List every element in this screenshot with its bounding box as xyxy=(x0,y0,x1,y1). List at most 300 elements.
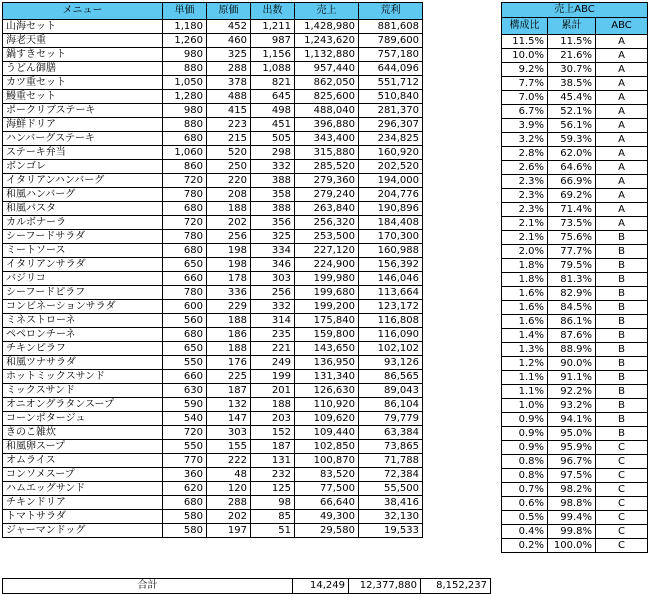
rank-cell: A xyxy=(596,147,648,161)
qty-cell: 314 xyxy=(251,314,295,328)
menu-cell: ホットミックスサンド xyxy=(3,370,163,384)
cost-cell: 250 xyxy=(207,160,251,174)
profit-cell: 194,000 xyxy=(359,174,423,188)
ratio-cell: 3.9% xyxy=(502,119,548,133)
header-cost: 原価 xyxy=(207,3,251,20)
sales-cell: 175,840 xyxy=(295,314,359,328)
sales-cell: 825,600 xyxy=(295,90,359,104)
menu-cell: ハムエッグサンド xyxy=(3,482,163,496)
qty-cell: 987 xyxy=(251,34,295,48)
sales-cell: 131,340 xyxy=(295,370,359,384)
cumulative-cell: 84.5% xyxy=(548,301,596,315)
abc-row xyxy=(502,105,648,119)
qty-cell: 332 xyxy=(251,160,295,174)
profit-cell: 79,779 xyxy=(359,412,423,426)
abc-row xyxy=(502,343,648,357)
total-label: 合計 xyxy=(3,579,293,594)
ratio-cell: 2.3% xyxy=(502,189,548,203)
ratio-cell: 0.7% xyxy=(502,483,548,497)
qty-cell: 388 xyxy=(251,174,295,188)
profit-cell: 86,104 xyxy=(359,398,423,412)
cumulative-cell: 88.9% xyxy=(548,343,596,357)
abc-row xyxy=(502,133,648,147)
menu-cell: ステーキ弁当 xyxy=(3,146,163,160)
price-cell: 660 xyxy=(163,370,207,384)
rank-cell: A xyxy=(596,77,648,91)
cumulative-cell: 95.0% xyxy=(548,427,596,441)
table-row xyxy=(3,314,423,328)
ratio-cell: 0.9% xyxy=(502,441,548,455)
sales-cell: 396,880 xyxy=(295,118,359,132)
profit-cell: 93,126 xyxy=(359,356,423,370)
ratio-cell: 2.0% xyxy=(502,245,548,259)
menu-cell: 和風ツナサラダ xyxy=(3,356,163,370)
abc-row xyxy=(502,77,648,91)
sales-cell: 143,650 xyxy=(295,342,359,356)
table-row xyxy=(3,20,423,34)
ratio-cell: 1.8% xyxy=(502,259,548,273)
qty-cell: 201 xyxy=(251,384,295,398)
menu-cell: トマトサラダ xyxy=(3,510,163,524)
abc-row xyxy=(502,455,648,469)
price-cell: 560 xyxy=(163,314,207,328)
header-ratio: 構成比 xyxy=(502,18,548,35)
abc-row xyxy=(502,273,648,287)
table-row xyxy=(3,426,423,440)
rank-cell: C xyxy=(596,525,648,539)
sales-cell: 100,870 xyxy=(295,454,359,468)
table-row xyxy=(3,258,423,272)
rank-cell: A xyxy=(596,63,648,77)
cumulative-cell: 45.4% xyxy=(548,91,596,105)
profit-cell: 881,608 xyxy=(359,20,423,34)
rank-cell: A xyxy=(596,119,648,133)
total-row xyxy=(3,579,491,594)
header-cumulative: 累計 xyxy=(548,18,596,35)
rank-cell: A xyxy=(596,133,648,147)
qty-cell: 187 xyxy=(251,440,295,454)
price-cell: 1,180 xyxy=(163,20,207,34)
sales-cell: 110,920 xyxy=(295,398,359,412)
price-cell: 1,050 xyxy=(163,76,207,90)
cumulative-cell: 94.1% xyxy=(548,413,596,427)
menu-cell: 和風ハンバーグ xyxy=(3,188,163,202)
header-profit: 荒利 xyxy=(359,3,423,20)
menu-cell: シーフードピラフ xyxy=(3,286,163,300)
ratio-cell: 2.6% xyxy=(502,161,548,175)
menu-cell: シーフードサラダ xyxy=(3,230,163,244)
rank-cell: B xyxy=(596,259,648,273)
sales-cell: 315,880 xyxy=(295,146,359,160)
profit-cell: 73,865 xyxy=(359,440,423,454)
table-row xyxy=(3,48,423,62)
header-sales: 売上 xyxy=(295,3,359,20)
profit-cell: 789,600 xyxy=(359,34,423,48)
abc-row xyxy=(502,91,648,105)
sales-cell: 263,840 xyxy=(295,202,359,216)
profit-cell: 116,808 xyxy=(359,314,423,328)
abc-row xyxy=(502,175,648,189)
cumulative-cell: 77.7% xyxy=(548,245,596,259)
abc-group-title: 売上ABC xyxy=(502,3,648,18)
ratio-cell: 9.2% xyxy=(502,63,548,77)
cost-cell: 120 xyxy=(207,482,251,496)
profit-cell: 55,500 xyxy=(359,482,423,496)
price-cell: 720 xyxy=(163,174,207,188)
abc-row xyxy=(502,49,648,63)
qty-cell: 645 xyxy=(251,90,295,104)
abc-table xyxy=(501,2,648,553)
cost-cell: 225 xyxy=(207,370,251,384)
profit-cell: 63,384 xyxy=(359,426,423,440)
sales-cell: 279,360 xyxy=(295,174,359,188)
rank-cell: C xyxy=(596,511,648,525)
cumulative-cell: 95.9% xyxy=(548,441,596,455)
abc-group-header-row xyxy=(502,3,648,18)
menu-cell: ボンゴレ xyxy=(3,160,163,174)
cumulative-cell: 99.8% xyxy=(548,525,596,539)
abc-table-body xyxy=(502,35,648,553)
cumulative-cell: 59.3% xyxy=(548,133,596,147)
cost-cell: 220 xyxy=(207,174,251,188)
price-cell: 980 xyxy=(163,104,207,118)
price-cell: 650 xyxy=(163,258,207,272)
sales-cell: 49,300 xyxy=(295,510,359,524)
price-cell: 1,280 xyxy=(163,90,207,104)
profit-cell: 757,180 xyxy=(359,48,423,62)
ratio-cell: 6.7% xyxy=(502,105,548,119)
menu-cell: 山海セット xyxy=(3,20,163,34)
table-row xyxy=(3,328,423,342)
qty-cell: 332 xyxy=(251,300,295,314)
abc-row xyxy=(502,245,648,259)
price-cell: 680 xyxy=(163,496,207,510)
cost-cell: 187 xyxy=(207,384,251,398)
profit-cell: 281,370 xyxy=(359,104,423,118)
menu-cell: ポークリブステーキ xyxy=(3,104,163,118)
abc-row xyxy=(502,315,648,329)
cost-cell: 197 xyxy=(207,524,251,538)
abc-row xyxy=(502,371,648,385)
table-row xyxy=(3,482,423,496)
qty-cell: 505 xyxy=(251,132,295,146)
price-cell: 650 xyxy=(163,342,207,356)
qty-cell: 235 xyxy=(251,328,295,342)
price-cell: 630 xyxy=(163,384,207,398)
table-row xyxy=(3,146,423,160)
table-row xyxy=(3,496,423,510)
ratio-cell: 0.6% xyxy=(502,497,548,511)
table-row xyxy=(3,62,423,76)
abc-row xyxy=(502,413,648,427)
sales-cell: 862,050 xyxy=(295,76,359,90)
table-row xyxy=(3,412,423,426)
sales-cell: 1,243,620 xyxy=(295,34,359,48)
abc-row xyxy=(502,301,648,315)
profit-cell: 160,920 xyxy=(359,146,423,160)
qty-cell: 1,088 xyxy=(251,62,295,76)
profit-cell: 32,130 xyxy=(359,510,423,524)
cumulative-cell: 82.9% xyxy=(548,287,596,301)
profit-cell: 551,712 xyxy=(359,76,423,90)
table-row xyxy=(3,398,423,412)
rank-cell: A xyxy=(596,217,648,231)
cumulative-cell: 90.0% xyxy=(548,357,596,371)
abc-row xyxy=(502,469,648,483)
cost-cell: 256 xyxy=(207,230,251,244)
menu-cell: 海鮮ドリア xyxy=(3,118,163,132)
menu-cell: うどん御膳 xyxy=(3,62,163,76)
rank-cell: C xyxy=(596,483,648,497)
qty-cell: 131 xyxy=(251,454,295,468)
price-cell: 660 xyxy=(163,272,207,286)
price-cell: 720 xyxy=(163,426,207,440)
menu-cell: 和風パスタ xyxy=(3,202,163,216)
rank-cell: B xyxy=(596,343,648,357)
cumulative-cell: 97.5% xyxy=(548,469,596,483)
cumulative-cell: 92.2% xyxy=(548,385,596,399)
menu-cell: カツ重セット xyxy=(3,76,163,90)
cumulative-cell: 73.5% xyxy=(548,217,596,231)
menu-cell: イタリアンサラダ xyxy=(3,258,163,272)
profit-cell: 234,825 xyxy=(359,132,423,146)
rank-cell: B xyxy=(596,273,648,287)
sales-cell: 199,980 xyxy=(295,272,359,286)
profit-cell: 644,096 xyxy=(359,62,423,76)
menu-cell: カルボナーラ xyxy=(3,216,163,230)
cumulative-cell: 91.1% xyxy=(548,371,596,385)
table-row xyxy=(3,286,423,300)
ratio-cell: 2.8% xyxy=(502,147,548,161)
ratio-cell: 1.4% xyxy=(502,329,548,343)
price-cell: 550 xyxy=(163,356,207,370)
menu-cell: きのこ雑炊 xyxy=(3,426,163,440)
rank-cell: B xyxy=(596,245,648,259)
qty-cell: 1,211 xyxy=(251,20,295,34)
qty-cell: 98 xyxy=(251,496,295,510)
profit-cell: 102,102 xyxy=(359,342,423,356)
ratio-cell: 7.0% xyxy=(502,91,548,105)
cumulative-cell: 52.1% xyxy=(548,105,596,119)
sales-table-header-row xyxy=(3,3,423,20)
menu-cell: ミネストローネ xyxy=(3,314,163,328)
profit-cell: 38,416 xyxy=(359,496,423,510)
qty-cell: 298 xyxy=(251,146,295,160)
profit-cell: 510,840 xyxy=(359,90,423,104)
price-cell: 770 xyxy=(163,454,207,468)
rank-cell: A xyxy=(596,49,648,63)
menu-cell: ペペロンチーネ xyxy=(3,328,163,342)
cumulative-cell: 98.8% xyxy=(548,497,596,511)
rank-cell: C xyxy=(596,539,648,553)
qty-cell: 356 xyxy=(251,216,295,230)
menu-cell: コンビネーションサラダ xyxy=(3,300,163,314)
rank-cell: B xyxy=(596,287,648,301)
table-row xyxy=(3,510,423,524)
ratio-cell: 1.1% xyxy=(502,371,548,385)
profit-cell: 202,520 xyxy=(359,160,423,174)
cost-cell: 303 xyxy=(207,426,251,440)
sales-table-body xyxy=(3,20,423,538)
ratio-cell: 1.6% xyxy=(502,301,548,315)
cumulative-cell: 64.6% xyxy=(548,161,596,175)
abc-row xyxy=(502,483,648,497)
ratio-cell: 2.1% xyxy=(502,217,548,231)
cost-cell: 198 xyxy=(207,244,251,258)
profit-cell: 204,776 xyxy=(359,188,423,202)
menu-cell: ハンバーグステーキ xyxy=(3,132,163,146)
profit-cell: 86,565 xyxy=(359,370,423,384)
cost-cell: 229 xyxy=(207,300,251,314)
rank-cell: B xyxy=(596,371,648,385)
ratio-cell: 0.9% xyxy=(502,427,548,441)
qty-cell: 256 xyxy=(251,286,295,300)
abc-row xyxy=(502,161,648,175)
cost-cell: 176 xyxy=(207,356,251,370)
menu-cell: イタリアンハンバーグ xyxy=(3,174,163,188)
abc-row xyxy=(502,385,648,399)
cumulative-cell: 96.7% xyxy=(548,455,596,469)
rank-cell: A xyxy=(596,91,648,105)
menu-cell: 鰻重セット xyxy=(3,90,163,104)
qty-cell: 388 xyxy=(251,202,295,216)
cost-cell: 188 xyxy=(207,342,251,356)
ratio-cell: 7.7% xyxy=(502,77,548,91)
qty-cell: 1,156 xyxy=(251,48,295,62)
price-cell: 720 xyxy=(163,216,207,230)
menu-cell: ミートソース xyxy=(3,244,163,258)
sales-cell: 285,520 xyxy=(295,160,359,174)
price-cell: 680 xyxy=(163,202,207,216)
cost-cell: 178 xyxy=(207,272,251,286)
profit-cell: 296,307 xyxy=(359,118,423,132)
rank-cell: A xyxy=(596,203,648,217)
profit-cell: 89,043 xyxy=(359,384,423,398)
cumulative-cell: 93.2% xyxy=(548,399,596,413)
abc-row xyxy=(502,511,648,525)
qty-cell: 232 xyxy=(251,468,295,482)
header-qty: 出数 xyxy=(251,3,295,20)
price-cell: 360 xyxy=(163,468,207,482)
qty-cell: 334 xyxy=(251,244,295,258)
total-table xyxy=(2,578,491,594)
sales-cell: 957,440 xyxy=(295,62,359,76)
sales-cell: 102,850 xyxy=(295,440,359,454)
qty-cell: 249 xyxy=(251,356,295,370)
abc-row xyxy=(502,329,648,343)
abc-row xyxy=(502,259,648,273)
rank-cell: B xyxy=(596,385,648,399)
price-cell: 780 xyxy=(163,188,207,202)
price-cell: 780 xyxy=(163,230,207,244)
price-cell: 780 xyxy=(163,286,207,300)
total-qty: 14,249 xyxy=(293,579,349,594)
abc-row xyxy=(502,287,648,301)
qty-cell: 325 xyxy=(251,230,295,244)
cost-cell: 132 xyxy=(207,398,251,412)
ratio-cell: 1.2% xyxy=(502,357,548,371)
cumulative-cell: 100.0% xyxy=(548,539,596,553)
profit-cell: 72,384 xyxy=(359,468,423,482)
menu-cell: チキンドリア xyxy=(3,496,163,510)
profit-cell: 156,392 xyxy=(359,258,423,272)
price-cell: 540 xyxy=(163,412,207,426)
cumulative-cell: 69.2% xyxy=(548,189,596,203)
cost-cell: 208 xyxy=(207,188,251,202)
header-rank: ABC xyxy=(596,18,648,35)
abc-row xyxy=(502,441,648,455)
profit-cell: 170,300 xyxy=(359,230,423,244)
cost-cell: 215 xyxy=(207,132,251,146)
sales-cell: 256,320 xyxy=(295,216,359,230)
cost-cell: 186 xyxy=(207,328,251,342)
table-row xyxy=(3,132,423,146)
abc-row xyxy=(502,497,648,511)
ratio-cell: 2.3% xyxy=(502,175,548,189)
cumulative-cell: 99.4% xyxy=(548,511,596,525)
ratio-cell: 10.0% xyxy=(502,49,548,63)
profit-cell: 190,896 xyxy=(359,202,423,216)
abc-header-row xyxy=(502,18,648,35)
abc-row xyxy=(502,63,648,77)
abc-row xyxy=(502,189,648,203)
qty-cell: 498 xyxy=(251,104,295,118)
cost-cell: 223 xyxy=(207,118,251,132)
qty-cell: 199 xyxy=(251,370,295,384)
cumulative-cell: 79.5% xyxy=(548,259,596,273)
total-sales: 12,377,880 xyxy=(349,579,421,594)
rank-cell: B xyxy=(596,231,648,245)
price-cell: 880 xyxy=(163,62,207,76)
cost-cell: 222 xyxy=(207,454,251,468)
cost-cell: 202 xyxy=(207,510,251,524)
table-row xyxy=(3,272,423,286)
cost-cell: 452 xyxy=(207,20,251,34)
sales-cell: 136,950 xyxy=(295,356,359,370)
sales-cell: 343,400 xyxy=(295,132,359,146)
qty-cell: 85 xyxy=(251,510,295,524)
ratio-cell: 11.5% xyxy=(502,35,548,49)
abc-row xyxy=(502,427,648,441)
qty-cell: 203 xyxy=(251,412,295,426)
abc-row xyxy=(502,147,648,161)
abc-row xyxy=(502,357,648,371)
cost-cell: 202 xyxy=(207,216,251,230)
qty-cell: 821 xyxy=(251,76,295,90)
sales-cell: 109,620 xyxy=(295,412,359,426)
cumulative-cell: 86.1% xyxy=(548,315,596,329)
menu-cell: 海老天重 xyxy=(3,34,163,48)
ratio-cell: 1.0% xyxy=(502,399,548,413)
rank-cell: A xyxy=(596,35,648,49)
sales-cell: 1,428,980 xyxy=(295,20,359,34)
rank-cell: B xyxy=(596,357,648,371)
sales-cell: 488,040 xyxy=(295,104,359,118)
rank-cell: C xyxy=(596,497,648,511)
price-cell: 680 xyxy=(163,244,207,258)
menu-cell: コーンポタージュ xyxy=(3,412,163,426)
price-cell: 980 xyxy=(163,48,207,62)
table-row xyxy=(3,34,423,48)
ratio-cell: 2.1% xyxy=(502,231,548,245)
sales-cell: 199,680 xyxy=(295,286,359,300)
rank-cell: B xyxy=(596,301,648,315)
ratio-cell: 0.2% xyxy=(502,539,548,553)
profit-cell: 146,046 xyxy=(359,272,423,286)
menu-cell: チキンピラフ xyxy=(3,342,163,356)
ratio-cell: 0.8% xyxy=(502,469,548,483)
cost-cell: 488 xyxy=(207,90,251,104)
